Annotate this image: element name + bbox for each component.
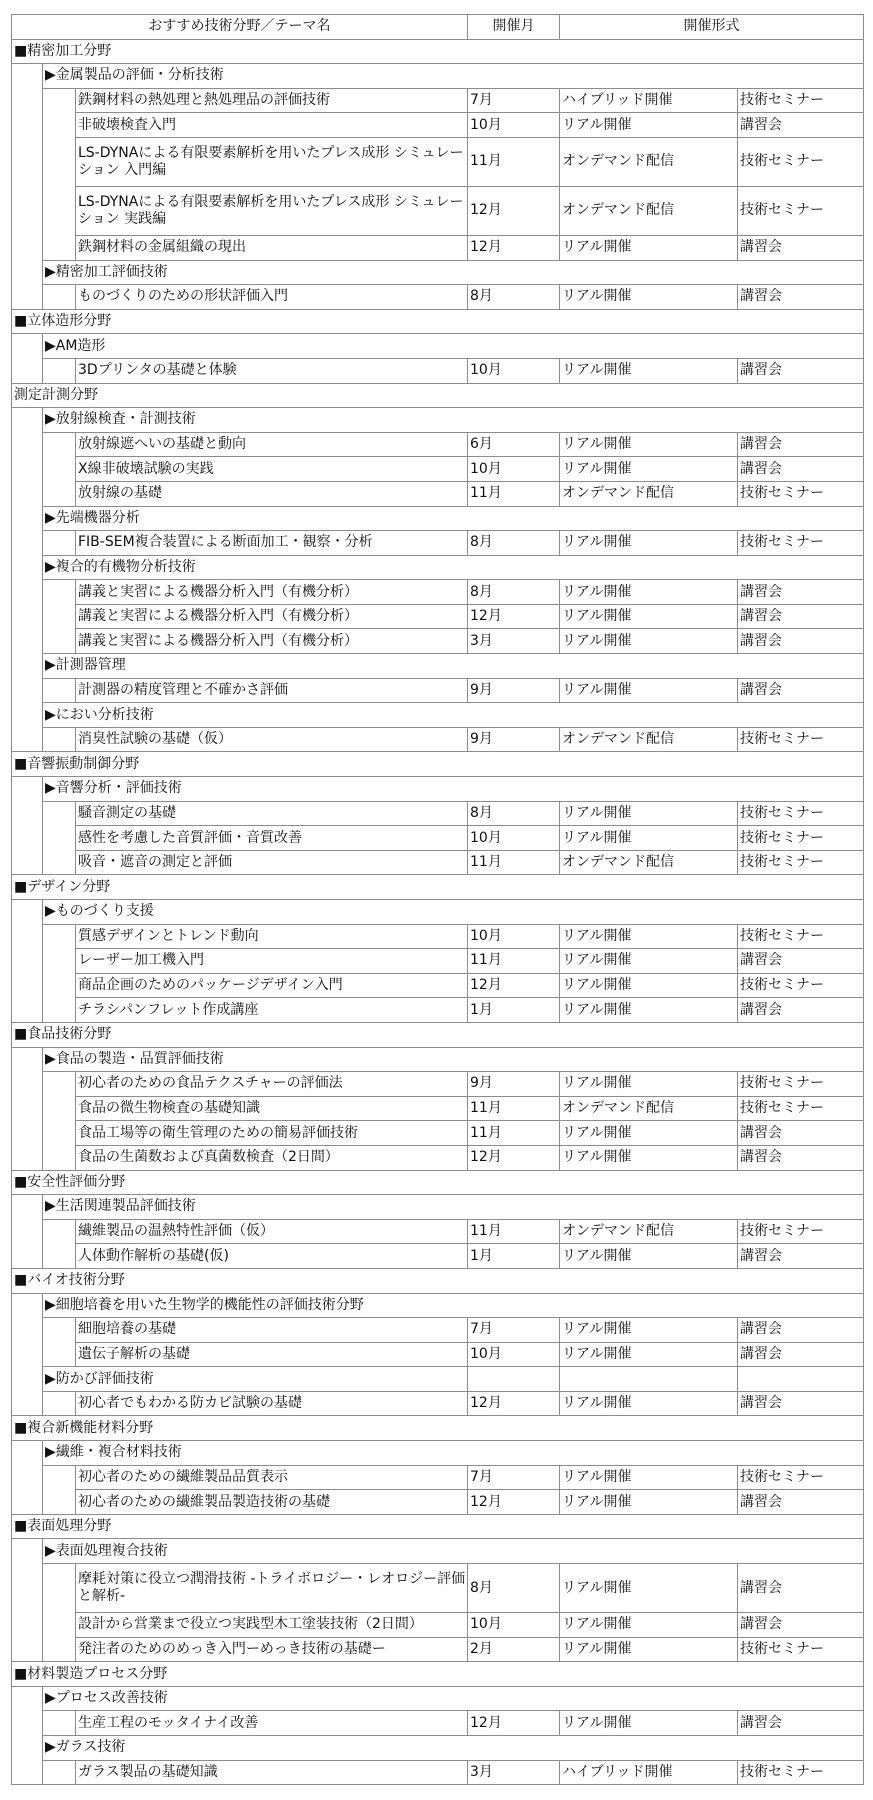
header-month: 開催月 [468,15,560,40]
section-indent [12,1047,43,1170]
table-row [12,826,864,851]
seminar-kind: 技術セミナー [738,1760,864,1785]
table-row [12,432,864,457]
seminar-month: 11月 [468,850,560,875]
table-row [12,481,864,506]
group-row [12,900,864,925]
seminar-month: 10月 [468,1613,560,1638]
seminar-mode: リアル開催 [560,1564,738,1613]
seminar-kind: 技術セミナー [738,1465,864,1490]
seminar-title: 食品の生菌数および真菌数検査（2日間） [76,1145,468,1170]
seminar-kind: 技術セミナー [738,1072,864,1097]
section-label: ■精密加工分野 [12,39,864,64]
seminar-mode: オンデマンド配信 [560,186,738,235]
seminar-kind: 講習会 [738,113,864,138]
group-row [12,334,864,359]
seminar-month: 2月 [468,1637,560,1662]
seminar-title: 初心者のための繊維製品製造技術の基礎 [76,1490,468,1515]
seminar-mode: オンデマンド配信 [560,481,738,506]
section-row [12,875,864,900]
seminar-month: 7月 [468,1318,560,1343]
group-label: ▶におい分析技術 [43,703,864,728]
table-row [12,1490,864,1515]
seminar-month: 1月 [468,998,560,1023]
section-label: ■立体造形分野 [12,309,864,334]
section-row [12,1514,864,1539]
section-label: ■バイオ技術分野 [12,1268,864,1293]
seminar-title: 質感デザインとトレンド動向 [76,924,468,949]
seminar-mode: リアル開催 [560,285,738,310]
seminar-kind: 技術セミナー [738,801,864,826]
group-row [12,1047,864,1072]
seminar-mode: リアル開催 [560,604,738,629]
seminar-kind: 技術セミナー [738,924,864,949]
seminar-kind: 技術セミナー [738,727,864,752]
seminar-title: 設計から営業まで役立つ実践型木工塗装技術（2日間） [76,1613,468,1638]
section-label: ■材料製造プロセス分野 [12,1662,864,1687]
seminar-month: 7月 [468,1465,560,1490]
seminar-title: 初心者でもわかる防カビ試験の基礎 [76,1391,468,1416]
group-indent [43,1711,76,1736]
table-row [12,973,864,998]
table-row [12,1072,864,1097]
seminar-title: 吸音・遮音の測定と評価 [76,850,468,875]
section-indent [12,408,43,752]
seminar-mode: リアル開催 [560,998,738,1023]
seminar-title: 繊維製品の温熱特性評価（仮） [76,1219,468,1244]
group-label: ▶ものづくり支援 [43,900,864,925]
seminar-kind: 講習会 [738,629,864,654]
seminar-month: 12月 [468,604,560,629]
seminar-title: 鉄鋼材料の熱処理と熱処理品の評価技術 [76,88,468,113]
table-row [12,1318,864,1343]
seminar-kind: 講習会 [738,235,864,260]
group-row [12,64,864,89]
seminar-month: 8月 [468,1564,560,1613]
seminar-month: 8月 [468,801,560,826]
seminar-title: 初心者のための繊維製品品質表示 [76,1465,468,1490]
seminar-mode: オンデマンド配信 [560,1096,738,1121]
group-indent [43,678,76,703]
seminar-mode: リアル開催 [560,235,738,260]
seminar-mode: リアル開催 [560,1318,738,1343]
seminar-month: 11月 [468,949,560,974]
seminar-title: LS-DYNAによる有限要素解析を用いたプレス成形 シミュレーション 実践編 [76,186,468,235]
group-label: ▶精密加工評価技術 [43,260,864,285]
seminar-title: 初心者のための食品テクスチャーの評価法 [76,1072,468,1097]
seminar-schedule-table [11,14,864,1785]
group-row [12,260,864,285]
table-row [12,1219,864,1244]
seminar-mode: リアル開催 [560,629,738,654]
group-label: ▶AM造形 [43,334,864,359]
section-label: ■デザイン分野 [12,875,864,900]
seminar-kind: 技術セミナー [738,481,864,506]
section-row [12,383,864,408]
seminar-kind: 講習会 [738,1613,864,1638]
table-row [12,235,864,260]
table-row [12,1121,864,1146]
table-row [12,604,864,629]
group-row [12,1686,864,1711]
seminar-title: X線非破壊試験の実践 [76,457,468,482]
section-indent [12,900,43,1023]
seminar-month: 10月 [468,826,560,851]
table-row [12,924,864,949]
seminar-month: 12月 [468,1391,560,1416]
section-label: ■食品技術分野 [12,1022,864,1047]
seminar-title: 発注者のためのめっき入門ーめっき技術の基礎ー [76,1637,468,1662]
table-row [12,113,864,138]
seminar-month: 8月 [468,531,560,556]
table-row [12,1711,864,1736]
group-label: ▶金属製品の評価・分析技術 [43,64,864,89]
seminar-kind: 講習会 [738,432,864,457]
table-row [12,1465,864,1490]
seminar-mode: リアル開催 [560,1244,738,1269]
seminar-title: 人体動作解析の基礎(仮) [76,1244,468,1269]
seminar-mode: リアル開催 [560,949,738,974]
seminar-title: 商品企画のためのパッケージデザイン入門 [76,973,468,998]
table-row [12,949,864,974]
group-indent [43,285,76,310]
group-row [12,1441,864,1466]
table-row [12,531,864,556]
group-indent [43,580,76,654]
seminar-mode: リアル開催 [560,1145,738,1170]
seminar-month: 8月 [468,285,560,310]
seminar-month: 3月 [468,1760,560,1785]
section-label: ■安全性評価分野 [12,1170,864,1195]
seminar-title: 放射線の基礎 [76,481,468,506]
seminar-title: 騒音測定の基礎 [76,801,468,826]
section-indent [12,1195,43,1269]
seminar-kind: 講習会 [738,285,864,310]
table-row [12,850,864,875]
group-mode-blank [560,1367,738,1392]
group-indent [43,1072,76,1170]
seminar-kind: 技術セミナー [738,973,864,998]
table-row [12,998,864,1023]
seminar-mode: リアル開催 [560,531,738,556]
seminar-title: 3Dプリンタの基礎と体験 [76,358,468,383]
seminar-month: 12月 [468,235,560,260]
seminar-title: 感性を考慮した音質評価・音質改善 [76,826,468,851]
seminar-kind: 講習会 [738,1318,864,1343]
section-indent [12,1539,43,1662]
seminar-mode: リアル開催 [560,801,738,826]
group-indent [43,358,76,383]
seminar-kind: 技術セミナー [738,88,864,113]
table-row [12,678,864,703]
group-indent [43,531,76,556]
seminar-kind: 講習会 [738,949,864,974]
section-indent [12,1441,43,1515]
seminar-title: 計測器の精度管理と不確かさ評価 [76,678,468,703]
seminar-title: ガラス製品の基礎知識 [76,1760,468,1785]
seminar-kind: 講習会 [738,1121,864,1146]
header-row [12,15,864,40]
seminar-title: 食品工場等の衛生管理のための簡易評価技術 [76,1121,468,1146]
table-row [12,358,864,383]
seminar-kind: 講習会 [738,1145,864,1170]
group-label: ▶食品の製造・品質評価技術 [43,1047,864,1072]
seminar-month: 12月 [468,1711,560,1736]
table-row [12,1637,864,1662]
table-row [12,801,864,826]
seminar-mode: リアル開催 [560,432,738,457]
group-indent [43,88,76,260]
seminar-mode: リアル開催 [560,1072,738,1097]
section-indent [12,1686,43,1784]
seminar-kind: 講習会 [738,678,864,703]
seminar-mode: リアル開催 [560,973,738,998]
group-row [12,1736,864,1761]
seminar-month: 9月 [468,678,560,703]
group-indent [43,801,76,875]
seminar-kind: 講習会 [738,1564,864,1613]
group-label: ▶表面処理複合技術 [43,1539,864,1564]
section-indent [12,334,43,383]
header-format: 開催形式 [560,15,864,40]
table-row [12,1391,864,1416]
seminar-mode: リアル開催 [560,113,738,138]
section-row [12,1268,864,1293]
table-row [12,1342,864,1367]
seminar-mode: リアル開催 [560,457,738,482]
group-indent [43,1318,76,1367]
seminar-title: 講義と実習による機器分析入門（有機分析） [76,604,468,629]
section-label: 測定計測分野 [12,383,864,408]
seminar-kind: 技術セミナー [738,850,864,875]
seminar-title: 講義と実習による機器分析入門（有機分析） [76,580,468,605]
seminar-mode: リアル開催 [560,1637,738,1662]
seminar-mode: リアル開催 [560,1465,738,1490]
group-label: ▶細胞培養を用いた生物学的機能性の評価技術分野 [43,1293,864,1318]
group-indent [43,1760,76,1785]
group-indent [43,1465,76,1514]
group-row [12,1539,864,1564]
seminar-mode: ハイブリッド開催 [560,88,738,113]
group-indent [43,1564,76,1662]
section-row [12,1022,864,1047]
table-row [12,285,864,310]
seminar-title: LS-DYNAによる有限要素解析を用いたプレス成形 シミュレーション 入門編 [76,137,468,186]
seminar-month: 11月 [468,137,560,186]
seminar-kind: 講習会 [738,1342,864,1367]
seminar-month: 3月 [468,629,560,654]
group-row [12,1367,864,1392]
group-label: ▶計測器管理 [43,654,864,679]
group-label: ▶放射線検査・計測技術 [43,408,864,433]
section-indent [12,1293,43,1416]
table-row [12,629,864,654]
seminar-title: 講義と実習による機器分析入門（有機分析） [76,629,468,654]
seminar-kind: 技術セミナー [738,1219,864,1244]
group-row [12,1195,864,1220]
seminar-kind: 講習会 [738,1490,864,1515]
seminar-title: 遺伝子解析の基礎 [76,1342,468,1367]
seminar-mode: リアル開催 [560,924,738,949]
group-month-blank [468,1367,560,1392]
seminar-title: ものづくりのための形状評価入門 [76,285,468,310]
seminar-title: 生産工程のモッタイナイ改善 [76,1711,468,1736]
group-label: ▶音響分析・評価技術 [43,777,864,802]
group-label: ▶生活関連製品評価技術 [43,1195,864,1220]
seminar-kind: 技術セミナー [738,1096,864,1121]
group-label: ▶防かび評価技術 [43,1367,468,1392]
seminar-title: チラシパンフレット作成講座 [76,998,468,1023]
seminar-month: 12月 [468,1490,560,1515]
seminar-kind: 講習会 [738,358,864,383]
section-indent [12,64,43,310]
seminar-month: 10月 [468,924,560,949]
seminar-title: 非破壊検査入門 [76,113,468,138]
seminar-month: 7月 [468,88,560,113]
group-indent [43,924,76,1022]
table-row [12,186,864,235]
seminar-month: 11月 [468,1096,560,1121]
table-row [12,1096,864,1121]
group-row [12,506,864,531]
seminar-kind: 講習会 [738,604,864,629]
seminar-mode: オンデマンド配信 [560,137,738,186]
seminar-mode: リアル開催 [560,358,738,383]
section-label: ■表面処理分野 [12,1514,864,1539]
header-topic: おすすめ技術分野／テーマ名 [12,15,468,40]
seminar-kind: 講習会 [738,580,864,605]
table-row [12,457,864,482]
seminar-title: 細胞培養の基礎 [76,1318,468,1343]
group-indent [43,1219,76,1268]
seminar-month: 10月 [468,457,560,482]
seminar-mode: リアル開催 [560,1391,738,1416]
seminar-mode: リアル開催 [560,1613,738,1638]
group-row [12,654,864,679]
group-label: ▶繊維・複合材料技術 [43,1441,864,1466]
seminar-mode: リアル開催 [560,580,738,605]
seminar-mode: リアル開催 [560,1711,738,1736]
section-label: ■複合新機能材料分野 [12,1416,864,1441]
section-row [12,309,864,334]
seminar-title: 消臭性試験の基礎（仮） [76,727,468,752]
group-label: ▶先端機器分析 [43,506,864,531]
section-indent [12,777,43,875]
table-row [12,1244,864,1269]
group-label: ▶プロセス改善技術 [43,1686,864,1711]
seminar-kind: 技術セミナー [738,1637,864,1662]
seminar-mode: リアル開催 [560,826,738,851]
group-label: ▶ガラス技術 [43,1736,864,1761]
seminar-title: レーザー加工機入門 [76,949,468,974]
seminar-month: 12月 [468,186,560,235]
seminar-month: 8月 [468,580,560,605]
seminar-month: 10月 [468,1342,560,1367]
seminar-kind: 講習会 [738,1391,864,1416]
seminar-kind: 講習会 [738,457,864,482]
seminar-mode: オンデマンド配信 [560,850,738,875]
seminar-kind: 技術セミナー [738,826,864,851]
seminar-title: 食品の微生物検査の基礎知識 [76,1096,468,1121]
table-row [12,88,864,113]
group-row [12,777,864,802]
seminar-kind: 技術セミナー [738,531,864,556]
seminar-month: 11月 [468,481,560,506]
table-row [12,1613,864,1638]
seminar-title: 摩耗対策に役立つ潤滑技術 -トライボロジー・レオロジー評価と解析- [76,1564,468,1613]
seminar-month: 9月 [468,727,560,752]
table-row [12,727,864,752]
group-row [12,703,864,728]
seminar-kind: 講習会 [738,998,864,1023]
table-row [12,1145,864,1170]
seminar-kind: 講習会 [738,1711,864,1736]
table-row [12,1564,864,1613]
seminar-kind: 講習会 [738,1244,864,1269]
seminar-month: 12月 [468,1145,560,1170]
seminar-mode: リアル開催 [560,1490,738,1515]
group-row [12,555,864,580]
seminar-month: 9月 [468,1072,560,1097]
seminar-kind: 技術セミナー [738,186,864,235]
seminar-month: 11月 [468,1121,560,1146]
seminar-mode: リアル開催 [560,1121,738,1146]
section-row [12,1416,864,1441]
table-row [12,137,864,186]
seminar-month: 10月 [468,113,560,138]
seminar-mode: オンデマンド配信 [560,727,738,752]
group-label: ▶複合的有機物分析技術 [43,555,864,580]
group-indent [43,727,76,752]
seminar-month: 10月 [468,358,560,383]
seminar-mode: リアル開催 [560,678,738,703]
table-row [12,1760,864,1785]
seminar-title: FIB-SEM複合装置による断面加工・観察・分析 [76,531,468,556]
seminar-month: 6月 [468,432,560,457]
seminar-mode: ハイブリッド開催 [560,1760,738,1785]
seminar-kind: 技術セミナー [738,137,864,186]
section-label: ■音響振動制御分野 [12,752,864,777]
seminar-month: 1月 [468,1244,560,1269]
seminar-month: 11月 [468,1219,560,1244]
section-row [12,1662,864,1687]
group-kind-blank [738,1367,864,1392]
group-row [12,408,864,433]
group-indent [43,1391,76,1416]
seminar-mode: リアル開催 [560,1342,738,1367]
seminar-title: 放射線遮へいの基礎と動向 [76,432,468,457]
seminar-title: 鉄鋼材料の金属組織の現出 [76,235,468,260]
section-row [12,1170,864,1195]
group-row [12,1293,864,1318]
section-row [12,39,864,64]
table-row [12,580,864,605]
section-row [12,752,864,777]
seminar-mode: オンデマンド配信 [560,1219,738,1244]
group-indent [43,432,76,506]
seminar-month: 12月 [468,973,560,998]
